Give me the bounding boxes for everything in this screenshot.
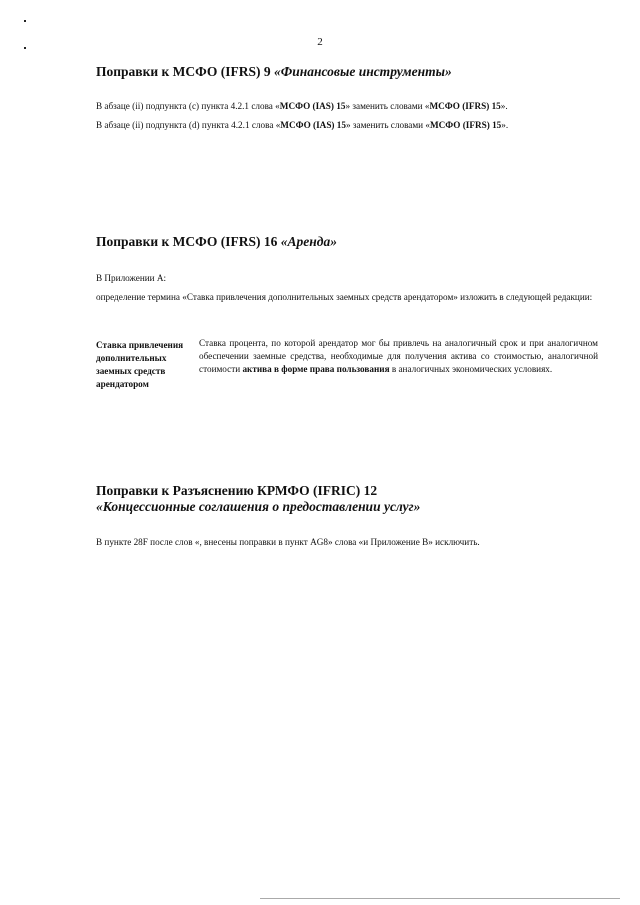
text-part: В абзаце (ii) подпункта (c) пункта 4.2.1 слова «: [96, 101, 280, 111]
term-definition: [199, 337, 598, 376]
definition-instruction: определение термина «Ставка привлечения дополнительных заемных средств арендатором» изложить в следующей редакции:: [96, 292, 593, 302]
ifric12-amendment: В пункте 28F после слов «, внесены поправки в пункт AG8» слова «и Приложение B» исключить.: [96, 537, 480, 547]
heading-italic: «Концессионные соглашения о предоставлении услуг»: [96, 499, 421, 514]
text-part: ».: [500, 101, 508, 111]
page-number: 2: [317, 36, 323, 48]
old-standard: МСФО (IAS) 15: [280, 120, 346, 130]
new-standard: МСФО (IFRS) 15: [429, 120, 502, 130]
section-heading-ifric12: Поправки к Разъяснению КРМФО (IFRIC) 12: [96, 483, 378, 498]
text-part: Ставка процента, по которой арендатор мог бы привлечь на аналогичный срок и при аналогичном обеспечении заемные средства, необходимые для получения актива со стоимостью, аналогичной стоимости: [199, 338, 598, 374]
scan-edge-line: [260, 898, 620, 899]
heading-plain: Поправки к МСФО (IFRS) 16: [96, 234, 281, 249]
text-part: В абзаце (ii) подпункта (d) пункта 4.2.1 слова «: [96, 120, 281, 130]
heading-plain: Поправки к МСФО (IFRS) 9: [96, 64, 275, 79]
text-part: » заменить словами «: [345, 101, 430, 111]
amendment-line-c: [96, 101, 508, 111]
section-subheading-ifric12: [96, 499, 420, 515]
section-heading-ifrs9: [96, 64, 452, 80]
new-standard: МСФО (IFRS) 15: [429, 101, 501, 111]
section-heading-ifrs16: [96, 234, 337, 250]
text-part: в аналогичных экономических условиях.: [389, 364, 553, 374]
scan-mark-top: [24, 20, 26, 22]
amendment-line-d: [96, 120, 508, 130]
appendix-label: В Приложении А:: [96, 273, 167, 283]
text-part: » заменить словами «: [345, 120, 430, 130]
heading-italic: «Аренда»: [280, 234, 337, 249]
heading-italic: «Финансовые инструменты»: [274, 64, 452, 79]
defined-term: Ставка привлечения дополнительных заемных средств арендатором: [96, 340, 184, 389]
bold-phrase: актива в форме права пользования: [242, 364, 390, 374]
text-part: ».: [501, 120, 509, 130]
old-standard: МСФО (IAS) 15: [279, 101, 346, 111]
